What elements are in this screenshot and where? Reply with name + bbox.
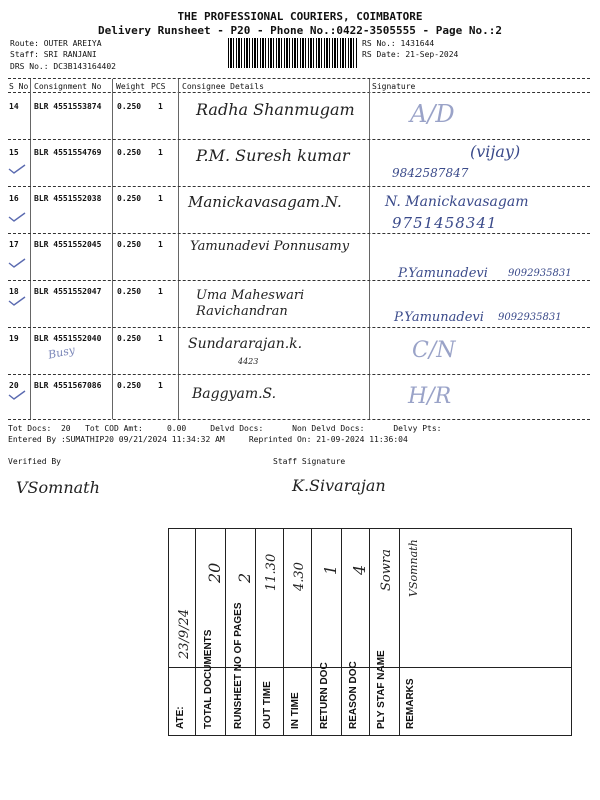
company-name: THE PROFESSIONAL COURIERS, COIMBATORE — [177, 10, 423, 23]
row-pcs: 1 — [158, 148, 163, 157]
row-consignment: BLR 4551552038 — [34, 194, 102, 203]
delivery-stamp — [168, 528, 572, 736]
row-note-busy: Busy — [46, 343, 77, 362]
row-sno: 17 — [9, 240, 19, 249]
stamp-label-return-doc: RETURN DOC — [319, 662, 330, 729]
row-phone: 9751458341 — [392, 214, 498, 232]
row-weight: 0.250 — [117, 240, 142, 249]
check-icon — [8, 296, 26, 306]
row-weight: 0.250 — [117, 102, 142, 111]
col-rule — [112, 79, 113, 419]
rs-date: RS Date: 21-Sep-2024 — [362, 50, 459, 59]
rs-number: RS No.: 1431644 — [362, 39, 435, 48]
row-weight: 0.250 — [117, 334, 142, 343]
row-sno: 20 — [9, 381, 19, 390]
stamp-value-in-time: 4.30 — [292, 562, 307, 591]
runsheet-title: Delivery Runsheet - P20 - Phone No.:0422-3505555 - Page No.:2 — [98, 24, 502, 37]
row-note-code: 4423 — [238, 357, 259, 366]
stamp-label-staff-name: PLY STAF NAME — [376, 650, 387, 729]
row-signature: C/N — [412, 338, 456, 363]
row-divider — [8, 327, 590, 328]
check-icon — [8, 390, 26, 400]
row-divider — [8, 233, 590, 234]
check-icon — [8, 212, 26, 222]
row-phone: 9092935831 — [508, 268, 572, 279]
row-pcs: 1 — [158, 194, 163, 203]
col-rule — [369, 79, 370, 419]
stamp-value-staff-name: Sowra — [379, 549, 394, 591]
col-weight: Weight — [116, 82, 145, 91]
staff-signature-label: Staff Signature — [273, 457, 346, 466]
row-consignee: Uma Maheswari Ravichandran — [196, 288, 305, 319]
row-consignee: P.M. Suresh kumar — [196, 146, 350, 165]
row-consignee: Radha Shanmugam — [196, 100, 355, 119]
row-pcs: 1 — [158, 381, 163, 390]
stamp-value-out-time: 11.30 — [264, 553, 279, 591]
row-consignment: BLR 4551552047 — [34, 287, 102, 296]
col-consignment: Consignment No — [34, 82, 102, 91]
route-label: Route: OUTER AREIYA — [10, 39, 102, 48]
stamp-label-total-docs: TOTAL DOCUMENTS — [203, 629, 214, 729]
row-sno: 15 — [9, 148, 19, 157]
row-pcs: 1 — [158, 334, 163, 343]
col-rule — [178, 79, 179, 419]
stamp-label-in-time: IN TIME — [290, 692, 301, 729]
row-divider — [8, 139, 590, 140]
row-weight: 0.250 — [117, 194, 142, 203]
row-sno: 14 — [9, 102, 19, 111]
row-pcs: 1 — [158, 287, 163, 296]
header-divider-top — [8, 78, 590, 79]
row-divider — [8, 186, 590, 187]
col-consignee: Consignee Details — [182, 82, 264, 91]
row-weight: 0.250 — [117, 381, 142, 390]
check-icon — [8, 258, 26, 268]
row-consignment: BLR 4551567086 — [34, 381, 102, 390]
stamp-label-remarks: REMARKS — [405, 678, 416, 729]
stamp-label-pages: RUNSHEET NO OF PAGES — [233, 602, 244, 729]
row-weight: 0.250 — [117, 148, 142, 157]
staff-signature: K.Sivarajan — [292, 476, 386, 495]
row-consignment: BLR 4551554769 — [34, 148, 102, 157]
row-consignee: Yamunadevi Ponnusamy — [190, 239, 350, 254]
stamp-value-return-doc: 1 — [321, 564, 340, 575]
row-consignee: Sundararajan.k. — [188, 336, 303, 352]
col-signature: Signature — [372, 82, 416, 91]
verified-by-label: Verified By — [8, 457, 61, 466]
row-signature: A/D — [410, 100, 455, 128]
row-sno: 19 — [9, 334, 19, 343]
col-rule — [30, 79, 31, 419]
stamp-value-date: 23/9/24 — [177, 608, 192, 659]
stamp-value-total-docs: 20 — [205, 562, 224, 583]
totals-line: Tot Docs: 20 Tot COD Amt: 0.00 Delvd Docs: Non Delvd Docs: Delvy Pts: — [8, 424, 442, 433]
row-sno: 18 — [9, 287, 19, 296]
row-signature: H/R — [408, 384, 452, 409]
stamp-label-date: ATE: — [175, 706, 186, 729]
entered-by-line: Entered By :SUMATHIP20 09/21/2024 11:34:32 AM Reprinted On: 21-09-2024 11:36:04 — [8, 435, 408, 444]
barcode — [228, 38, 358, 68]
row-divider — [8, 419, 590, 420]
row-signature: P.Yamunadevi — [394, 310, 484, 325]
row-signature: (vijay) — [470, 142, 521, 161]
header-divider-bottom — [8, 92, 590, 93]
stamp-value-reason-doc: 4 — [350, 564, 369, 575]
col-sno: S No — [9, 82, 29, 91]
row-consignment: BLR 4551553874 — [34, 102, 102, 111]
row-sno: 16 — [9, 194, 19, 203]
row-pcs: 1 — [158, 240, 163, 249]
check-icon — [8, 164, 26, 174]
verified-signature: VSomnath — [16, 478, 100, 497]
row-weight: 0.250 — [117, 287, 142, 296]
row-phone: 9092935831 — [498, 312, 562, 323]
drs-number: DRS No.: DC3B143164402 — [10, 62, 116, 71]
row-consignment: BLR 4551552045 — [34, 240, 102, 249]
stamp-value-remarks: VSomnath — [407, 539, 420, 597]
stamp-label-reason-doc: REASON DOC — [348, 661, 359, 729]
stamp-label-out-time: OUT TIME — [262, 681, 273, 729]
stamp-value-pages: 2 — [235, 572, 254, 583]
row-divider — [8, 374, 590, 375]
row-consignee: Manickavasagam.N. — [188, 193, 342, 211]
row-consignment: BLR 4551552040 — [34, 334, 102, 343]
staff-label: Staff: SRI RANJANI — [10, 50, 97, 59]
row-signature: P.Yamunadevi — [398, 266, 488, 281]
row-phone: 9842587847 — [392, 166, 469, 180]
col-pcs: PCS — [151, 82, 166, 91]
row-consignee: Baggyam.S. — [192, 386, 277, 402]
row-signature: N. Manickavasagam — [385, 194, 529, 210]
row-divider — [8, 280, 590, 281]
row-pcs: 1 — [158, 102, 163, 111]
